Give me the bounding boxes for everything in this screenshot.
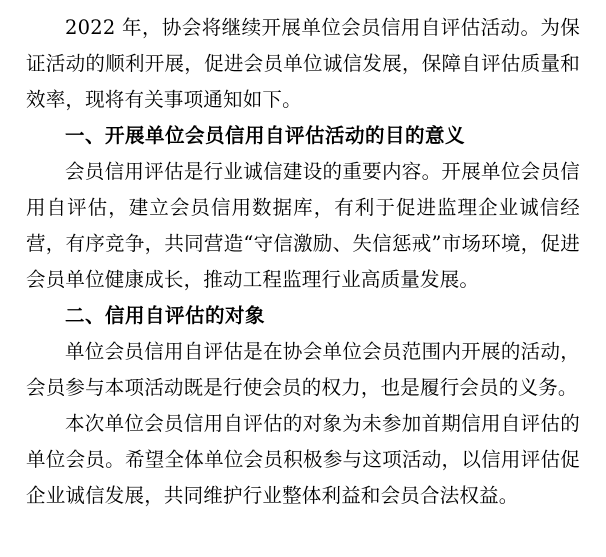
heading-section-one: 一、开展单位会员信用自评估活动的目的意义 [65, 124, 466, 147]
paragraph-section-two-body-second: 本次单位会员信用自评估的对象为未参加首期信用自评估的单位会员。希望全体单位会员积极参与这项活动，以信用评估促企业诚信发展，共同维护行业整体利益和会员合法权益。 [26, 412, 580, 507]
paragraph-intro: 2022 年，协会将继续开展单位会员信用自评估活动。为保证活动的顺利开展，促进会员单位诚信发展，保障自评估质量和效率，现将有关事项通知如下。 [26, 16, 580, 111]
paragraph-section-two-body-first: 单位会员信用自评估是在协会单位会员范围内开展的活动，会员参与本项活动既是行使会员的权力，也是履行会员的义务。 [26, 340, 580, 399]
paragraph-section-one-body: 会员信用评估是行业诚信建设的重要内容。开展单位会员信用自评估，建立会员信用数据库，有利于促进监理企业诚信经营，有序竞争，共同营造“守信激励、失信惩戒”市场环境，促进会员单位健康成长，推动工程监理行业高质量发展。 [26, 160, 580, 291]
heading-section-two: 二、信用自评估的对象 [65, 304, 266, 327]
